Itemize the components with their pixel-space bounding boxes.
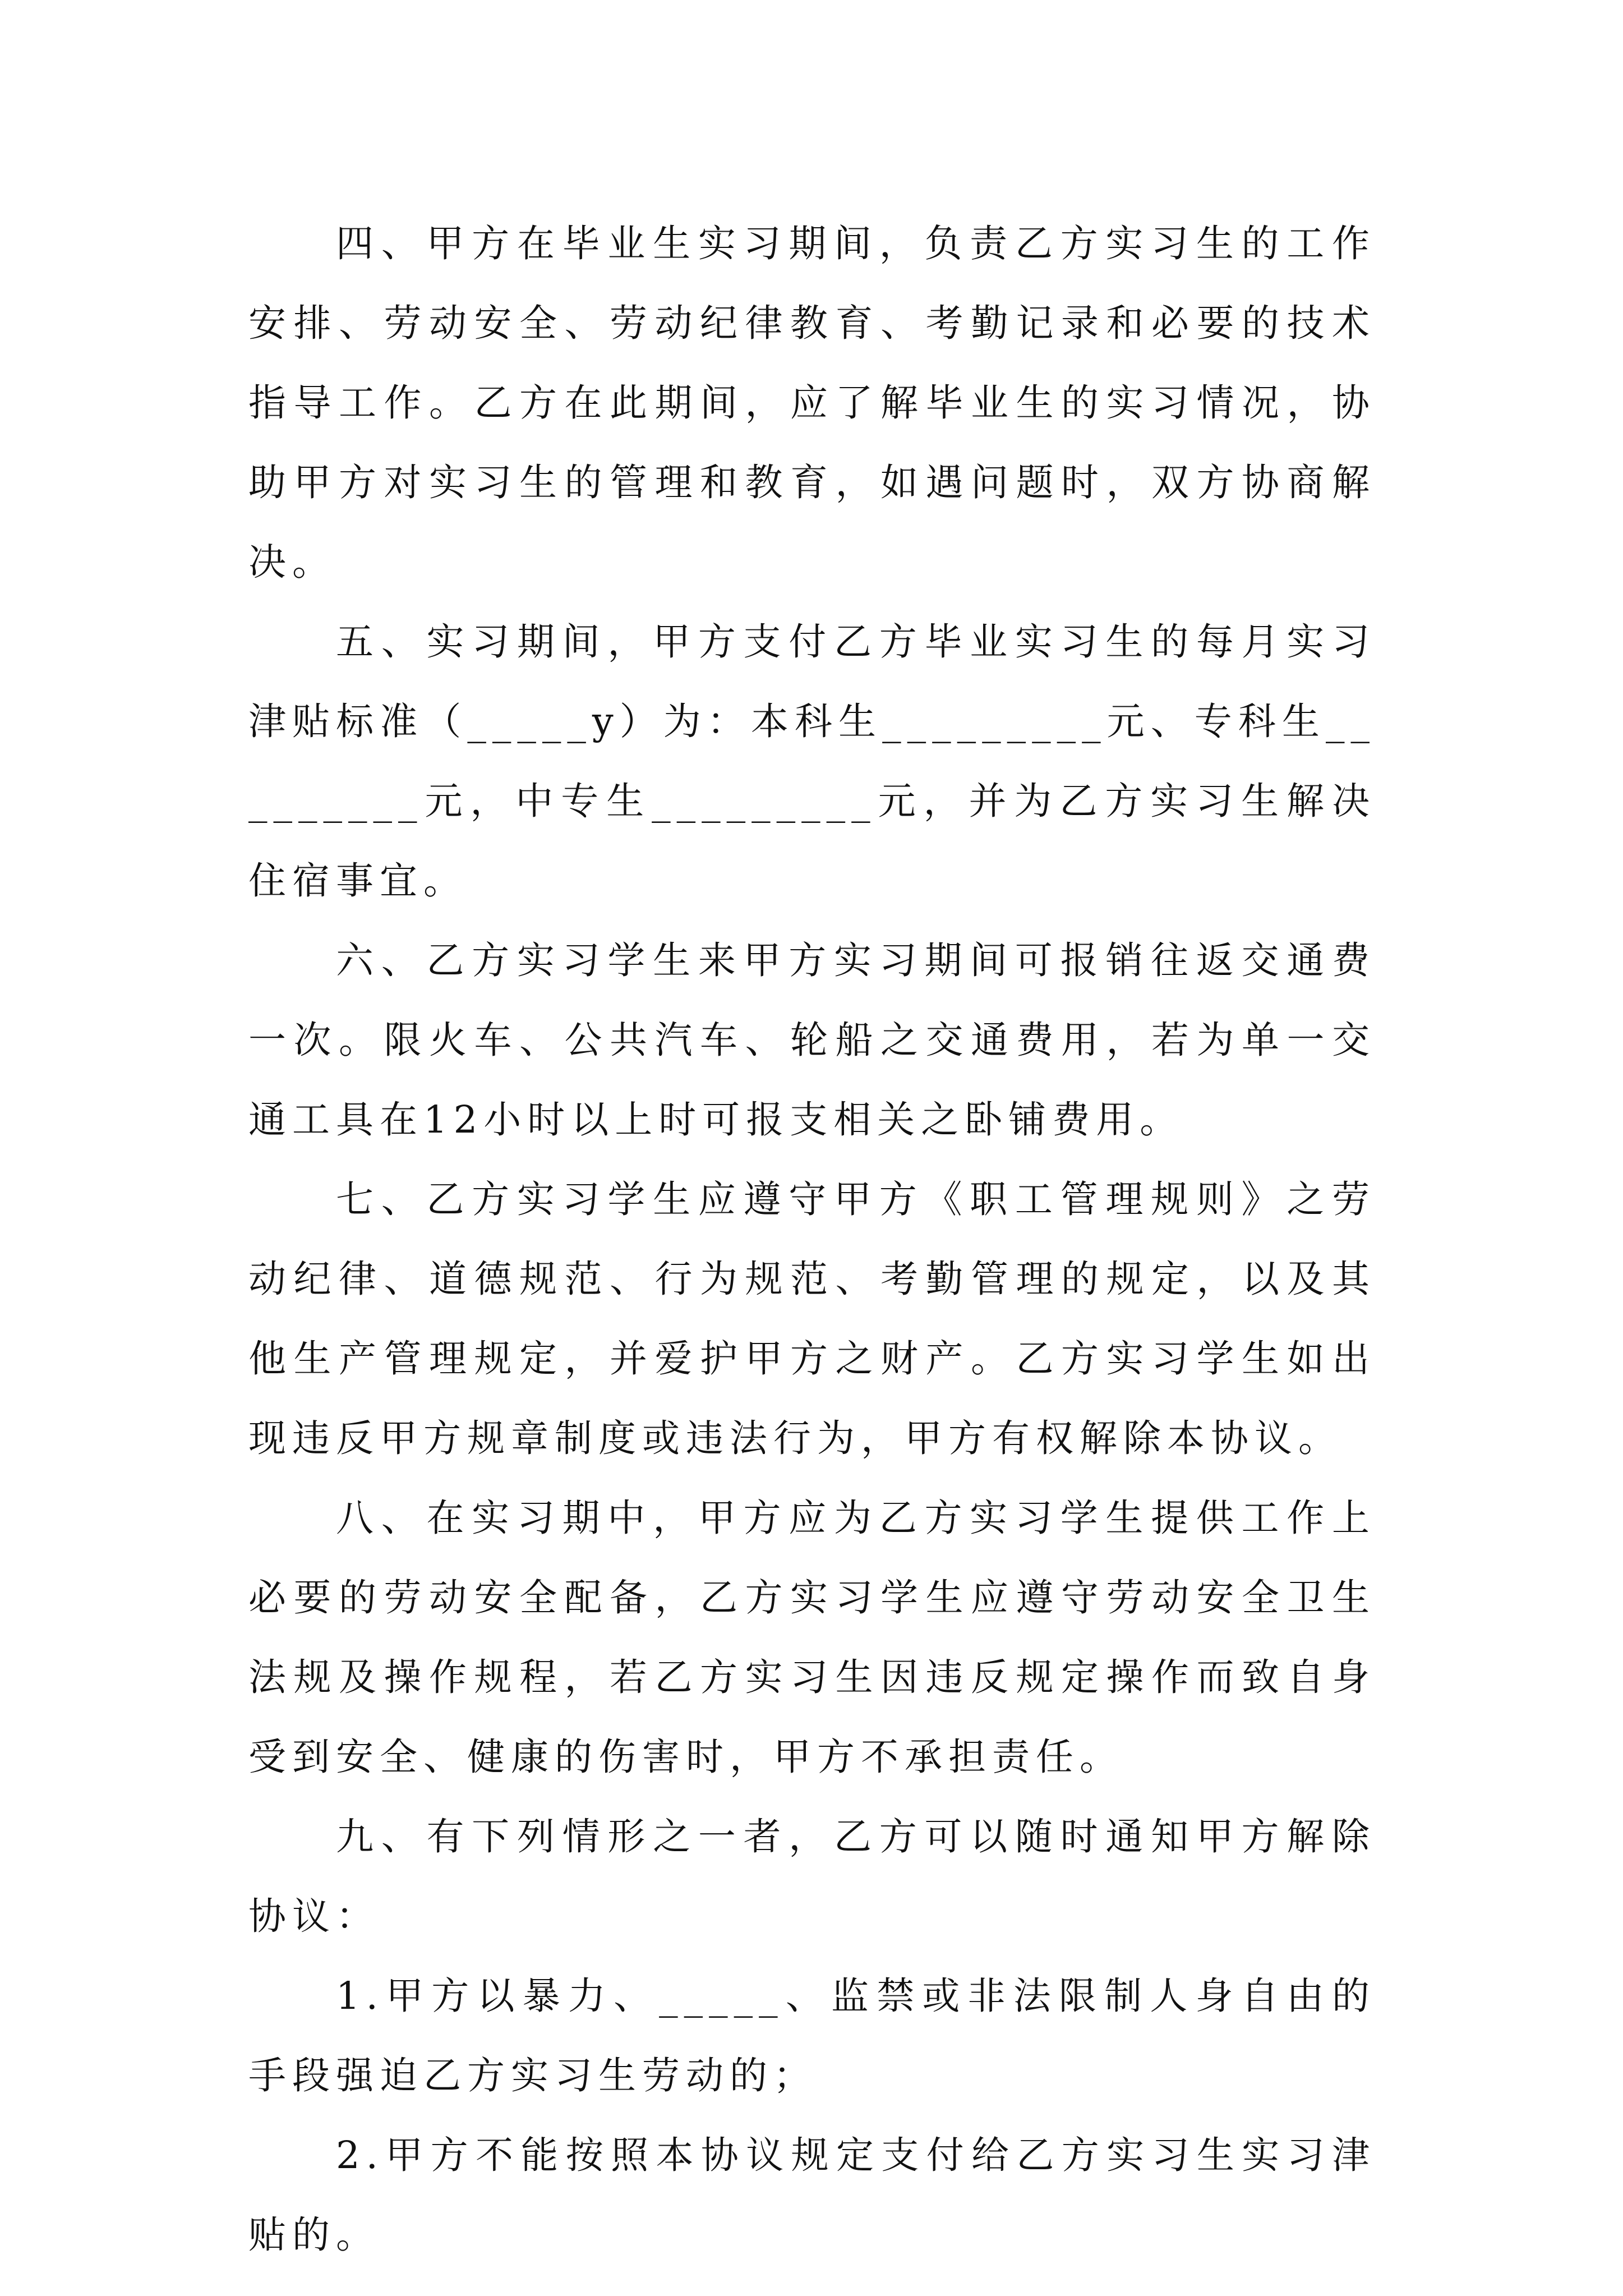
clause-9-paragraph: 九、有下列情形之一者，乙方可以随时通知甲方解除协议： [248,1815,1376,1938]
clause-4-paragraph: 四、甲方在毕业生实习期间，负责乙方实习生的工作安排、劳动安全、劳动纪律教育、考勤记录和必要的技术指导工作。乙方在此期间，应了解毕业生的实习情况，协助甲方对实习生的管理和教育，如遇问题时，双方协商解决。 [248,222,1376,584]
clause-9-item-1: 1.甲方以暴力、_____、监禁或非法限制人身自由的手段强迫乙方实习生劳动的； [248,1974,1376,2097]
clause-6-paragraph: 六、乙方实习学生来甲方实习期间可报销往返交通费一次。限火车、公共汽车、轮船之交通费用，若为单一交通工具在12小时以上时可报支相关之卧铺费用。 [248,938,1376,1142]
clause-7-paragraph: 七、乙方实习学生应遵守甲方《职工管理规则》之劳动纪律、道德规范、行为规范、考勤管理的规定，以及其他生产管理规定，并爱护甲方之财产。乙方实习学生如出现违反甲方规章制度或违法行为，甲方有权解除本协议。 [248,1177,1376,1460]
document-body [248,204,1376,2275]
clause-5-paragraph: 五、实习期间，甲方支付乙方毕业实习生的每月实习津贴标准（_____y）为：本科生_________元、专科生_________元，中专生_________元，并为乙方实习生解决住宿事宜。 [248,620,1376,903]
clause-8-paragraph: 八、在实习期中，甲方应为乙方实习学生提供工作上必要的劳动安全配备，乙方实习学生应遵守劳动安全卫生法规及操作规程，若乙方实习生因违反规定操作而致自身受到安全、健康的伤害时，甲方不承担责任。 [248,1496,1376,1779]
clause-9-item-2: 2.甲方不能按照本协议规定支付给乙方实习生实习津贴的。 [248,2133,1376,2257]
